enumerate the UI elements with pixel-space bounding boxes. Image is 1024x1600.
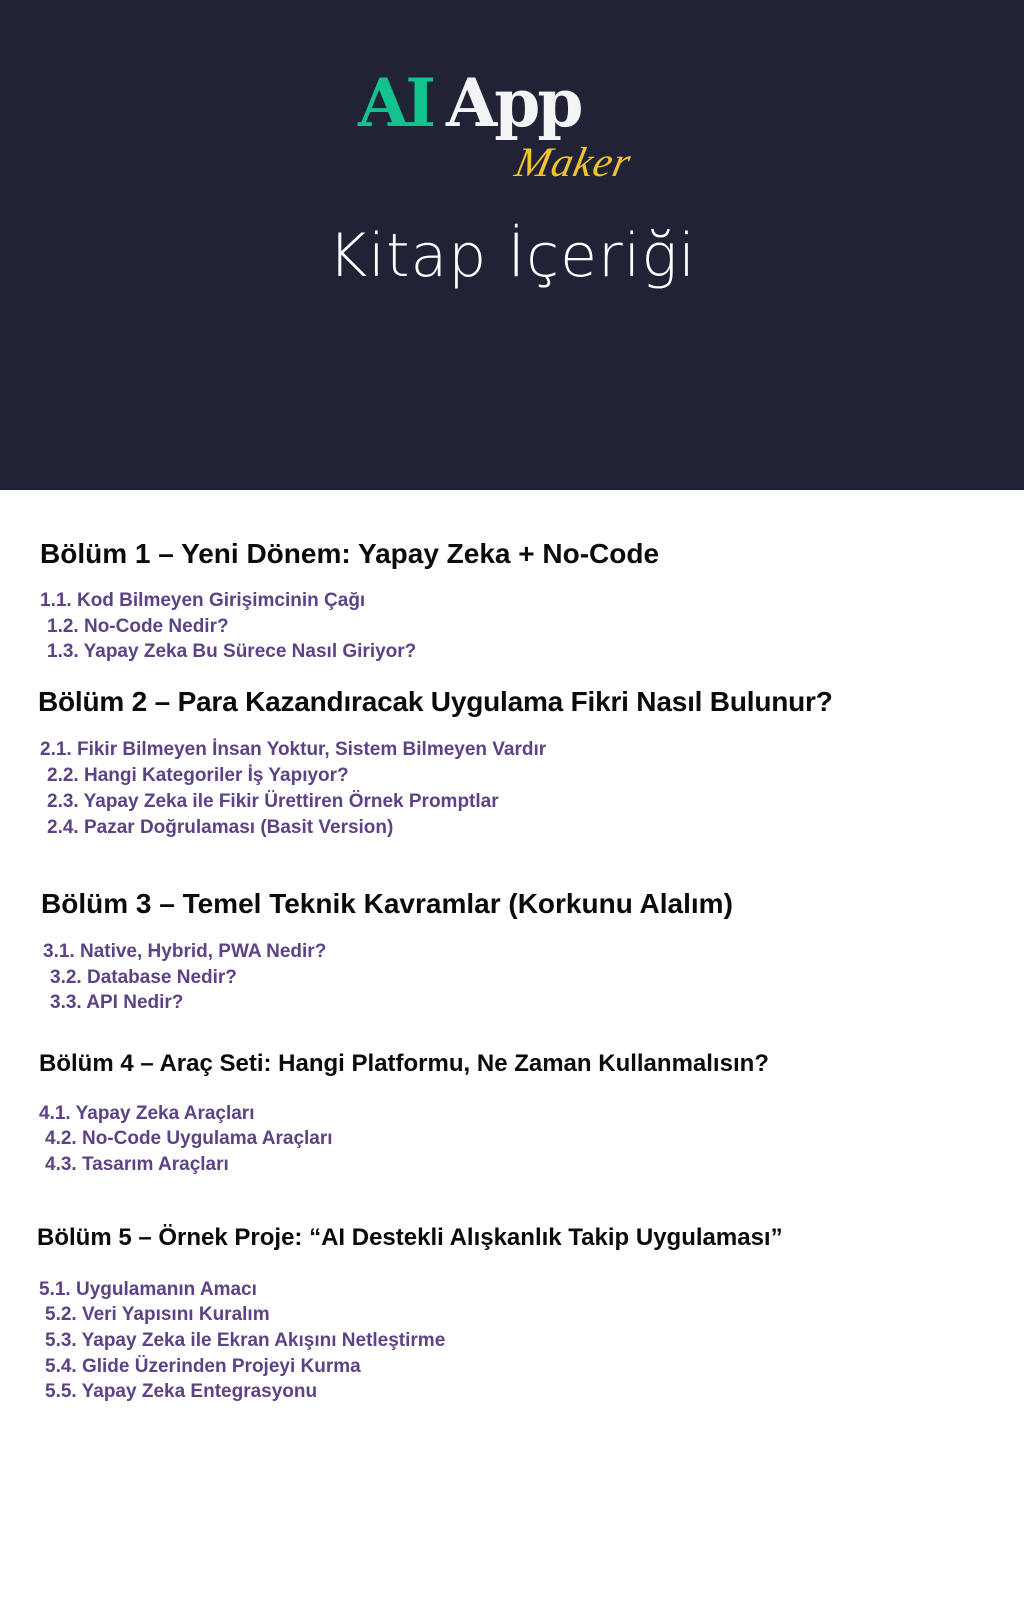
- toc-item: 1.3. Yapay Zeka Bu Sürece Nasıl Giriyor?: [47, 641, 417, 662]
- chapter-title: Bölüm 5 – Örnek Proje: “AI Destekli Alışkanlık Takip Uygulaması”: [37, 1224, 783, 1251]
- hero-header: [0, 0, 1024, 490]
- toc-item: 2.1. Fikir Bilmeyen İnsan Yoktur, Sistem Bilmeyen Vardır: [40, 739, 547, 760]
- toc-item: 2.2. Hangi Kategoriler İş Yapıyor?: [47, 765, 349, 786]
- toc-item: 2.4. Pazar Doğrulaması (Basit Version): [47, 817, 394, 838]
- logo-maker-script: Maker: [511, 140, 636, 186]
- toc-item: 1.1. Kod Bilmeyen Girişimcinin Çağı: [40, 590, 366, 611]
- toc-item: 1.2. No-Code Nedir?: [47, 616, 229, 637]
- toc-item: 5.4. Glide Üzerinden Projeyi Kurma: [45, 1356, 361, 1377]
- toc-item: 5.1. Uygulamanın Amacı: [39, 1279, 257, 1300]
- toc-item: 4.3. Tasarım Araçları: [45, 1154, 229, 1175]
- toc-item: 5.3. Yapay Zeka ile Ekran Akışını Netleştirme: [45, 1330, 446, 1351]
- chapter-title: Bölüm 2 – Para Kazandıracak Uygulama Fikri Nasıl Bulunur?: [38, 686, 833, 717]
- ai-app-maker-logo: [358, 64, 636, 208]
- toc-item: 3.2. Database Nedir?: [50, 967, 237, 988]
- toc-item: 4.2. No-Code Uygulama Araçları: [45, 1128, 333, 1149]
- page-title: Kitap İçeriği: [327, 221, 697, 291]
- toc-item: 4.1. Yapay Zeka Araçları: [39, 1103, 255, 1124]
- logo-app-text: App: [446, 64, 581, 142]
- chapter-title: Bölüm 4 – Araç Seti: Hangi Platformu, Ne Zaman Kullanmalısın?: [39, 1050, 769, 1077]
- chapter-title: Bölüm 1 – Yeni Dönem: Yapay Zeka + No-Code: [40, 538, 660, 569]
- toc-item: 5.2. Veri Yapısını Kuralım: [45, 1304, 270, 1325]
- logo-ai-text: AI: [358, 64, 433, 142]
- toc-item: 3.1. Native, Hybrid, PWA Nedir?: [43, 941, 327, 962]
- toc-item: 5.5. Yapay Zeka Entegrasyonu: [45, 1381, 318, 1402]
- toc-item: 3.3. API Nedir?: [50, 992, 184, 1013]
- toc-item: 2.3. Yapay Zeka ile Fikir Ürettiren Örnek Promptlar: [47, 791, 499, 812]
- chapter-title: Bölüm 3 – Temel Teknik Kavramlar (Korkunu Alalım): [41, 888, 733, 919]
